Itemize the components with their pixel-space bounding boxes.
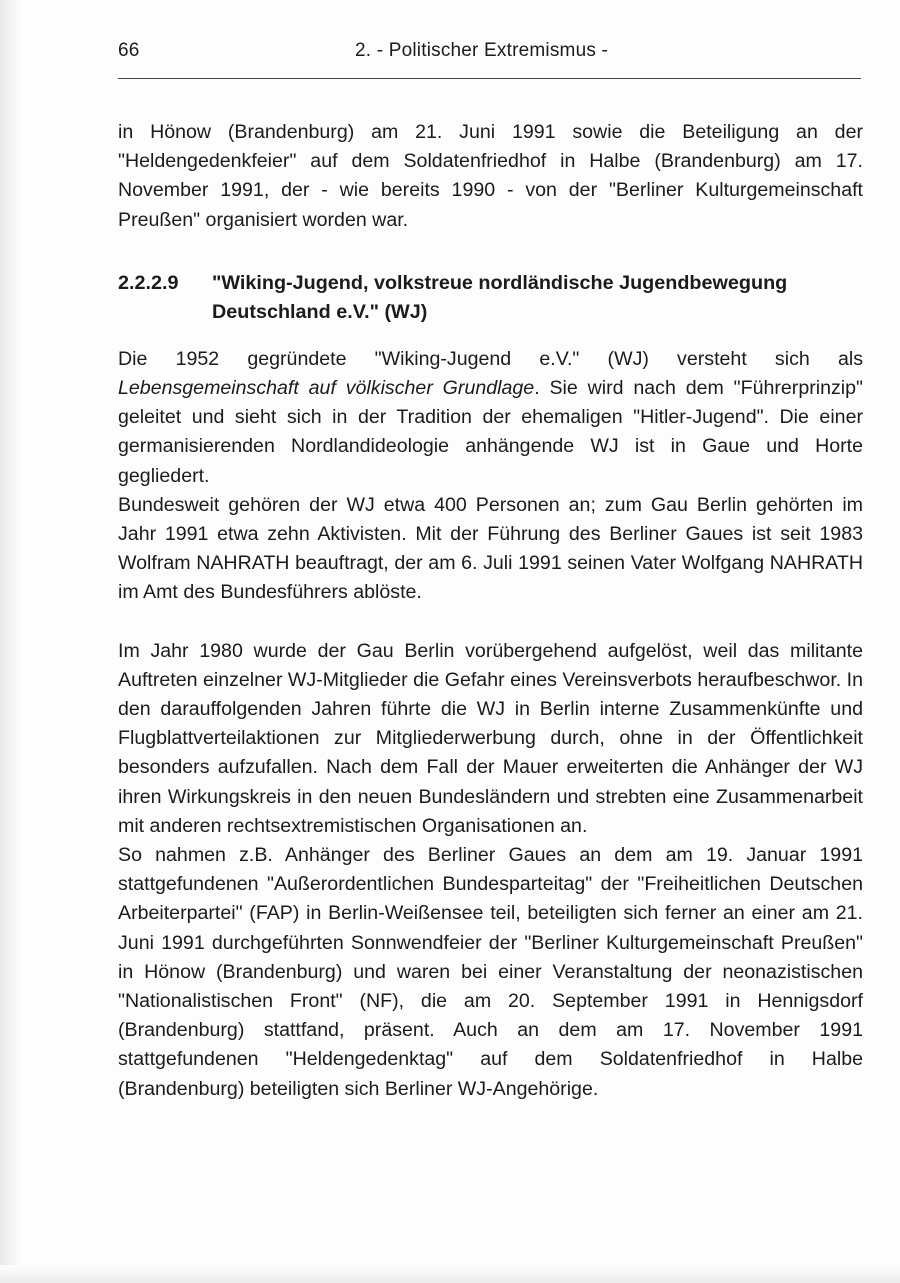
scan-shadow-left [0, 0, 22, 1283]
page-header [118, 40, 858, 70]
paragraph-membership: Bundesweit gehören der WJ etwa 400 Personen an; zum Gau Berlin gehörten im Jahr 1991 etwa zehn Aktivisten. Mit der Führung des Berliner Gaues ist seit 1983 Wolfram NAHRATH beauftragt, der am 6. Juli 1991 seinen Vater Wolfgang NAHRATH im Amt des Bundesführers ablöste. [118, 493, 863, 604]
intro-paragraph: in Hönow (Brandenburg) am 21. Juni 1991 sowie die Beteiligung an der "Heldengedenkfeier" auf dem Soldatenfriedhof in Halbe (Brandenburg) am 17. November 1991, der - wie bereits 1990 - von der "Berliner Kulturgemeinschaft Preußen" organisiert worden war. [118, 121, 863, 231]
section-number: 2.2.2.9 [118, 271, 179, 294]
header-divider [118, 78, 861, 79]
page-body [118, 118, 863, 1104]
paragraph-founding-italic: Lebensgemeinschaft auf völkischer Grundlage [118, 377, 535, 400]
page-number: 66 [118, 40, 140, 61]
paragraph-founding-rest: . Sie wird nach dem "Führerprinzip" geleitet und sieht sich in der Tradition der ehemaligen "Hitler-Jugend". Die einer germanisierenden Nordlandideologie anhängende WJ ist in Gaue und Horte gegliedert. [118, 377, 863, 487]
section-heading [118, 269, 863, 327]
section-title: "Wiking-Jugend, volkstreue nordländische Jugendbewegung Deutschland e.V." (WJ) [212, 271, 788, 323]
paragraph-history: Im Jahr 1980 wurde der Gau Berlin vorübergehend aufgelöst, weil das militante Auftreten einzelner WJ-Mitglieder die Gefahr eines Vereinsverbots heraufbeschwor. In den darauffolgenden Jahren führte die WJ in Berlin interne Zusammenkünfte und Flugblattverteilaktionen zur Mitgliederwerbung durch, ohne in der Öffentlichkeit besonders aufzufallen. Nach dem Fall der Mauer erweiterten die Anhänger der WJ ihren Wirkungskreis in den neuen Bundesländern und strebten eine Zusammenarbeit mit anderen rechtsextremistischen Organisationen an. [118, 639, 863, 837]
paragraph-spacer [118, 608, 863, 637]
running-title: 2. - Politischer Extremismus - [355, 40, 609, 61]
paragraph-activities: So nahmen z.B. Anhänger des Berliner Gaues an dem am 19. Januar 1991 stattgefundenen "Außerordentlichen Bundesparteitag" der "Freiheitlichen Deutschen Arbeiterpartei" (FAP) in Berlin-Weißensee teil, beteiligten sich ferner an einer am 21. Juni 1991 durchgeführten Sonnwendfeier der "Berliner Kulturgemeinschaft Preußen" in Hönow (Brandenburg) und waren bei einer Veranstaltung der neonazistischen "Nationalistischen Front" (NF), die am 20. September 1991 in Hennigsdorf (Brandenburg) stattfand, präsent. Auch an dem am 17. November 1991 stattgefundenen "Heldengedenktag" auf dem Soldatenfriedhof in Halbe (Brandenburg) beteiligten sich Berliner WJ-Angehörige. [118, 844, 863, 1100]
paragraph-founding-lead: Die 1952 gegründete "Wiking-Jugend e.V." (WJ) versteht sich als [118, 347, 863, 370]
scan-shadow-bottom [0, 1265, 900, 1283]
paragraph-founding [118, 345, 863, 491]
